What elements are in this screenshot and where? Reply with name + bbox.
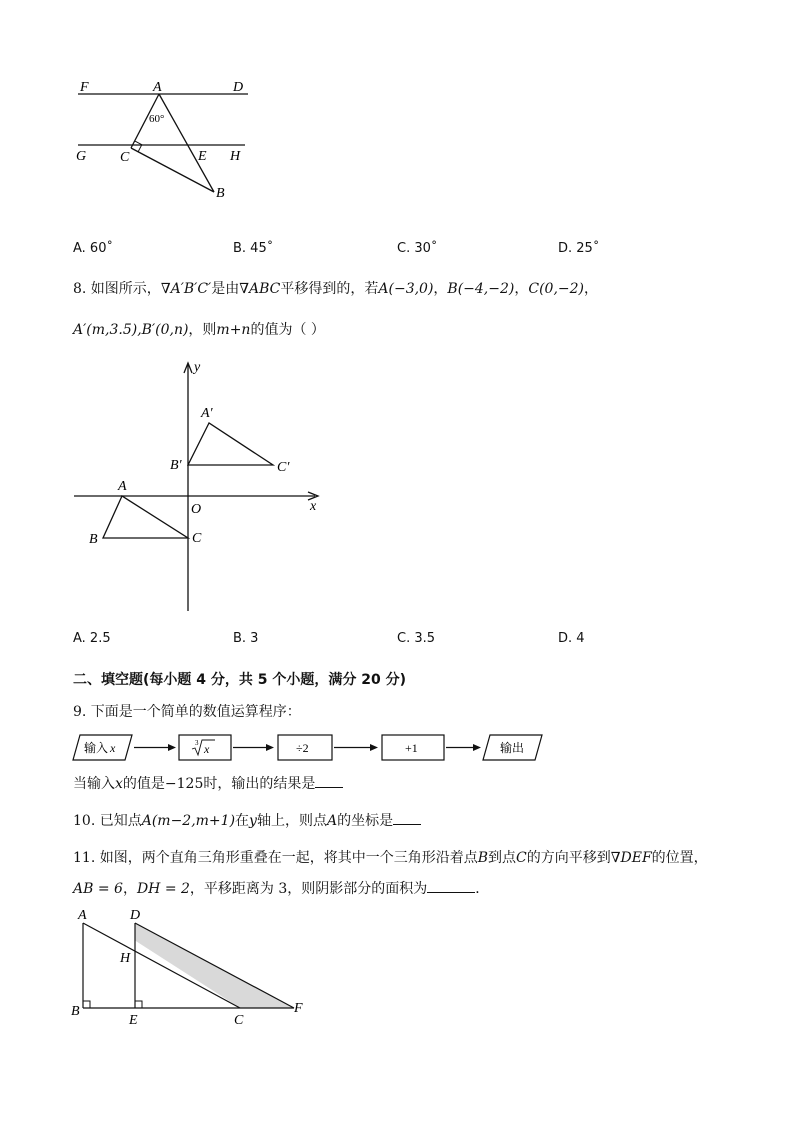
q9-question: [73, 775, 343, 793]
q8-point-b: B(−4,−2): [447, 281, 515, 297]
label-b: B: [216, 186, 225, 201]
q8-option-b: B. 3: [233, 631, 259, 646]
segment-df: [135, 923, 294, 1008]
flow-plus-label: +1: [405, 741, 418, 755]
section-heading: 二、填空题(每小题 4 分，共 5 个小题，满分 20 分): [73, 672, 407, 688]
q8-prefix: 8. 如图所示，: [73, 281, 161, 297]
label-d: D: [130, 908, 141, 923]
q11-line2: [73, 880, 489, 898]
origin-label: O: [191, 502, 202, 517]
q8-mid2: 平移得到的，若: [280, 281, 379, 297]
label-a: A: [78, 908, 87, 923]
q11-sep: ，: [122, 881, 137, 897]
q11-l2c: ，平移距离为 3，则阴影部分的面积为: [189, 881, 428, 897]
q9-ask-val: −125: [164, 776, 204, 792]
flow-input-var: x: [110, 741, 116, 755]
label-b-prime: B′: [170, 458, 182, 473]
q11-c: 的方向平移到: [526, 850, 611, 866]
label-c: C: [234, 1013, 244, 1027]
flowchart: [70, 733, 550, 763]
label-c: C: [192, 531, 202, 546]
q9-ask-var: x: [115, 776, 123, 792]
label-f: F: [294, 1001, 303, 1016]
q9-ask-a: 当输入: [73, 776, 115, 792]
q7-option-a: A. 60˚: [73, 241, 113, 256]
q9-text: 9. 下面是一个简单的数值运算程序：: [73, 704, 301, 720]
q8-triangle-prime: ∇A′B′C′: [160, 281, 212, 297]
label-h: H: [120, 951, 131, 966]
q7-option-b: B. 45˚: [233, 241, 274, 256]
flow-divide-label: ÷2: [296, 741, 309, 755]
answer-blank[interactable]: [315, 775, 343, 788]
label-c: C: [120, 150, 130, 165]
label-c-prime: C′: [277, 460, 290, 475]
flow-arrowhead-3: [370, 744, 378, 751]
q10-point-name: A: [326, 813, 338, 829]
triangle-a1b1c1: [188, 423, 273, 465]
label-a: A: [118, 479, 127, 494]
label-b: B: [71, 1004, 80, 1019]
q10-text: [73, 812, 421, 830]
q11-point-b: B: [477, 850, 489, 866]
q8-line2: [73, 321, 325, 339]
q7-option-c: C. 30˚: [397, 241, 438, 256]
flow-cbrt-var: x: [204, 742, 210, 756]
label-f: F: [80, 80, 89, 95]
answer-blank[interactable]: [393, 812, 421, 825]
q8-option-a: A. 2.5: [73, 631, 111, 646]
figure-coordinate-plane: [60, 355, 340, 617]
q11-d: 的位置，: [651, 850, 708, 866]
angle-label: 60°: [149, 113, 165, 125]
flow-input-label: 输入: [84, 741, 109, 755]
q10-point: A(m−2,m+1): [141, 813, 236, 829]
q8-line2-mid: ，则: [188, 322, 217, 338]
label-e: E: [129, 1013, 138, 1027]
q10-b: 在: [235, 813, 250, 829]
q10-d: 的坐标是: [337, 813, 394, 829]
flow-arrowhead-2: [266, 744, 274, 751]
q8-option-c: C. 3.5: [397, 631, 436, 646]
q8-expression: m+n: [216, 322, 251, 338]
q8-option-d: D. 4: [558, 631, 585, 646]
q8-comma2: ，: [514, 281, 529, 297]
segment-ac: [83, 923, 240, 1008]
q8-comma3: ，: [584, 281, 598, 297]
right-angle-mark-b: [83, 1001, 90, 1008]
q10-a: 10. 已知点: [73, 813, 142, 829]
q11-line1: [73, 849, 708, 867]
flow-output-label: 输出: [500, 741, 525, 755]
figure-parallel-lines: [60, 70, 270, 210]
flow-cbrt-index: 3: [195, 739, 199, 747]
q7-option-d: D. 25˚: [558, 241, 600, 256]
q10-axis: y: [249, 813, 257, 829]
label-d: D: [233, 80, 244, 95]
label-g: G: [76, 149, 87, 164]
q9-ask-c: 时，输出的结果是: [203, 776, 316, 792]
q11-a: 11. 如图，两个直角三角形重叠在一起，将其中一个三角形沿着点: [73, 850, 478, 866]
q8-comma1: ，: [433, 281, 448, 297]
label-a-prime: A′: [201, 406, 213, 421]
figure-overlapping-triangles: [66, 902, 316, 1027]
q8-point-a: A(−3,0): [378, 281, 434, 297]
axis-label-x: x: [310, 499, 317, 514]
q8-line2-end: 的值为（ ）: [250, 322, 325, 338]
q8-triangle: ∇ABC: [239, 281, 281, 297]
answer-blank[interactable]: [427, 880, 475, 893]
q11-b: 到点: [488, 850, 517, 866]
q8-prime-points: A′(m,3.5),B′(0,n): [73, 322, 189, 338]
q11-triangle: ∇DEF: [610, 850, 652, 866]
label-a: A: [153, 80, 162, 95]
flow-arrowhead-4: [473, 744, 481, 751]
axis-label-y: y: [194, 360, 201, 375]
flow-arrowhead-1: [168, 744, 176, 751]
q11-ab: AB = 6: [73, 881, 123, 897]
q10-c: 轴上，则点: [256, 813, 327, 829]
q8-point-c: C(0,−2): [528, 281, 584, 297]
q8-mid1: 是由: [211, 281, 240, 297]
label-e: E: [198, 149, 207, 164]
q8-line1: [73, 280, 598, 298]
q9-ask-b: 的值是: [122, 776, 165, 792]
q11-point-c: C: [516, 850, 527, 866]
q11-end: ．: [475, 881, 490, 897]
label-b: B: [89, 532, 98, 547]
label-h: H: [230, 149, 241, 164]
right-angle-mark-e: [135, 1001, 142, 1008]
triangle-abc: [103, 496, 188, 538]
q11-dh: DH = 2: [136, 881, 190, 897]
